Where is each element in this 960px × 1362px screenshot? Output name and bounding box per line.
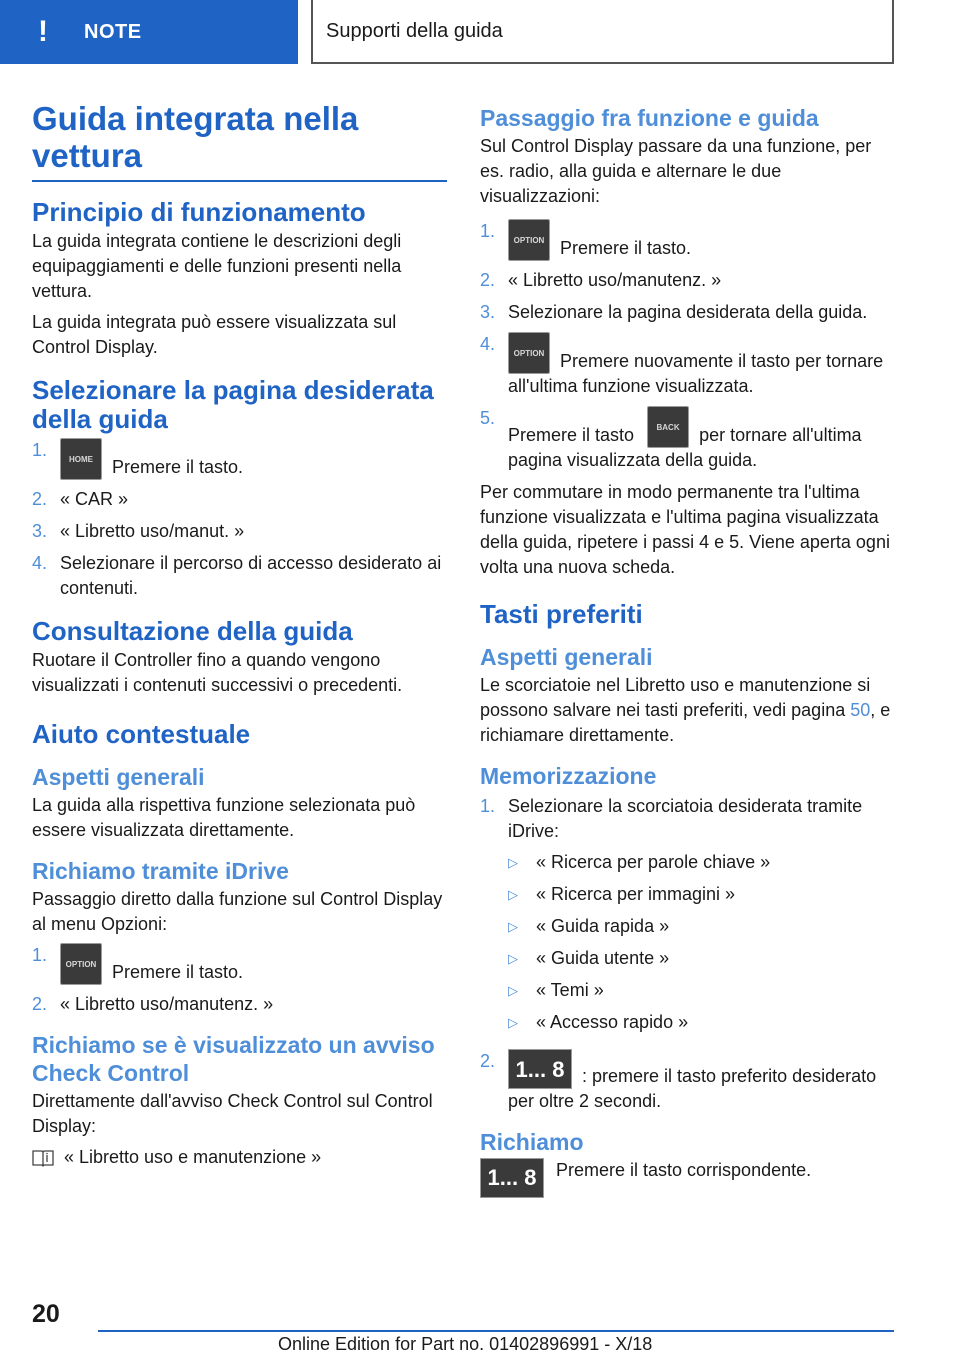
option-key-icon: OPTION	[60, 943, 102, 985]
exclamation-icon: !	[38, 15, 48, 48]
step-text: « Libretto uso/manutenz. »	[60, 994, 274, 1014]
step-text: Selezionare il percorso di accesso desiderato ai contenuti.	[60, 553, 442, 598]
step-text: « Libretto uso/manutenz. »	[508, 270, 722, 290]
heading-memorizzazione: Memorizzazione	[480, 763, 657, 789]
paragraph: Sul Control Display passare da una funzione, per es. radio, alla guida e alternare le due visualizzazioni:	[480, 136, 872, 206]
step-text: Selezionare la scorciatoia desiderata tramite iDrive:	[508, 796, 863, 841]
home-key-icon: HOME	[60, 438, 102, 480]
heading-tasti-preferiti: Tasti preferiti	[480, 599, 643, 629]
step-number: 1.	[32, 440, 48, 460]
paragraph: Direttamente dall'avviso Check Control sul Control Display:	[32, 1091, 433, 1136]
step-number: 2.	[480, 270, 496, 290]
note-tab	[0, 0, 298, 64]
left-column	[32, 100, 450, 1176]
paragraph: La guida integrata può essere visualizzata sul Control Display.	[32, 312, 397, 357]
list-item: ▷ « Ricerca per immagini »	[508, 882, 898, 907]
triangle-icon: ▷	[508, 1015, 518, 1030]
steps-list	[32, 943, 450, 1017]
step-number: 1.	[480, 796, 496, 816]
step-number: 4.	[32, 553, 48, 573]
right-column	[480, 104, 898, 1198]
step-text: per tornare all'ultima pagina visualizzata della guida.	[508, 425, 862, 470]
paragraph: Per commutare in modo permanente tra l'ultima funzione visualizzata e l'ultima pagina visualizzata della guida, ripetere i passi 4 e 5. Viene aperta ogni volta una nuova scheda.	[480, 482, 890, 577]
favorite-keys-icon: 1... 8	[480, 1158, 544, 1198]
paragraph: Ruotare il Controller fino a quando vengono visualizzati i contenuti successivi o precedenti.	[32, 650, 403, 695]
manual-line-text: « Libretto uso e manutenzione »	[64, 1147, 322, 1167]
page-title: Guida integrata nella vettura	[32, 100, 447, 182]
step-text: : premere il tasto preferito desiderato per oltre 2 secondi.	[508, 1066, 877, 1111]
step-text: « CAR »	[60, 489, 129, 509]
heading-passaggio: Passaggio fra funzione e guida	[480, 105, 819, 131]
list-item	[32, 487, 450, 512]
manual-line	[32, 1145, 450, 1170]
triangle-icon: ▷	[508, 887, 518, 902]
favorite-keys-icon: 1... 8	[508, 1049, 572, 1089]
list-item	[480, 268, 898, 293]
step-number: 2.	[32, 994, 48, 1014]
richiamo-row	[480, 1158, 898, 1198]
triangle-icon: ▷	[508, 855, 518, 870]
step-number: 2.	[32, 489, 48, 509]
options-list	[508, 850, 898, 1035]
paragraph: Passaggio diretto dalla funzione sul Control Display al menu Opzioni:	[32, 889, 443, 934]
heading-richiamo-idrive: Richiamo tramite iDrive	[32, 858, 289, 884]
step-text: « Libretto uso/manut. »	[60, 521, 245, 541]
note-label: NOTE	[84, 20, 142, 43]
heading-selezionare: Selezionare la pagina desiderata della guida	[32, 375, 434, 434]
step-text: Premere il tasto.	[112, 457, 244, 477]
book-icon	[32, 1149, 54, 1167]
steps-list	[32, 438, 450, 601]
steps-list	[480, 219, 898, 473]
step-text: Selezionare la pagina desiderata della guida.	[508, 302, 868, 322]
option-key-icon: OPTION	[508, 332, 550, 374]
list-item	[32, 943, 450, 985]
step-text: Premere il tasto.	[112, 962, 244, 982]
list-item	[480, 794, 898, 1042]
paragraph-text: Le scorciatoie nel Libretto uso e manutenzione si possono salvare nei tasti preferiti, vedi pagina	[480, 675, 871, 720]
triangle-icon: ▷	[508, 983, 518, 998]
footer-divider	[98, 1330, 894, 1332]
list-item: ▷ « Ricerca per parole chiave »	[508, 850, 898, 875]
list-item	[480, 219, 898, 261]
footer-edition: Online Edition for Part no. 01402896991 - X/18	[278, 1334, 653, 1354]
paragraph	[480, 673, 898, 748]
list-item: ▷ « Temi »	[508, 978, 898, 1003]
paragraph-text: , e richiamare direttamente.	[480, 700, 891, 745]
step-text: Premere il tasto.	[560, 238, 692, 258]
step-number: 2.	[480, 1051, 496, 1071]
steps-list	[480, 794, 898, 1114]
heading-principio: Principio di funzionamento	[32, 197, 366, 227]
step-number: 3.	[32, 521, 48, 541]
step-number: 5.	[480, 408, 496, 428]
step-number: 1.	[32, 945, 48, 965]
page-link[interactable]: 50	[850, 700, 871, 720]
step-text: Premere il tasto	[508, 425, 635, 445]
heading-aspetti: Aspetti generali	[32, 764, 205, 790]
list-item: ▷ « Guida rapida »	[508, 914, 898, 939]
triangle-icon: ▷	[508, 951, 518, 966]
list-item	[32, 438, 450, 480]
back-key-icon: BACK	[647, 406, 689, 448]
list-item	[32, 992, 450, 1017]
step-number: 4.	[480, 334, 496, 354]
heading-consultazione: Consultazione della guida	[32, 616, 353, 646]
list-item: ▷ « Accesso rapido »	[508, 1010, 898, 1035]
option-key-icon: OPTION	[508, 219, 550, 261]
list-item	[32, 551, 450, 601]
chapter-title: Supporti della guida	[311, 0, 894, 64]
triangle-icon: ▷	[508, 919, 518, 934]
list-item	[480, 332, 898, 399]
step-number: 3.	[480, 302, 496, 322]
paragraph: Premere il tasto corrispondente.	[556, 1160, 812, 1180]
heading-aspetti: Aspetti generali	[480, 644, 653, 670]
paragraph: La guida integrata contiene le descrizioni degli equipaggiamenti e delle funzioni presenti nella vettura.	[32, 231, 402, 301]
list-item	[480, 406, 898, 473]
paragraph: La guida alla rispettiva funzione selezionata può essere visualizzata direttamente.	[32, 795, 416, 840]
heading-richiamo: Richiamo	[480, 1129, 584, 1155]
list-item	[32, 519, 450, 544]
list-item	[480, 1049, 898, 1114]
step-number: 1.	[480, 221, 496, 241]
step-text: Premere nuovamente il tasto per tornare all'ultima funzione visualizzata.	[508, 351, 884, 396]
list-item: ▷ « Guida utente »	[508, 946, 898, 971]
heading-aiuto: Aiuto contestuale	[32, 719, 251, 749]
heading-check-control: Richiamo se è visualizzato un avviso Check Control	[32, 1032, 435, 1086]
page-number: 20	[32, 1300, 60, 1328]
list-item	[480, 300, 898, 325]
